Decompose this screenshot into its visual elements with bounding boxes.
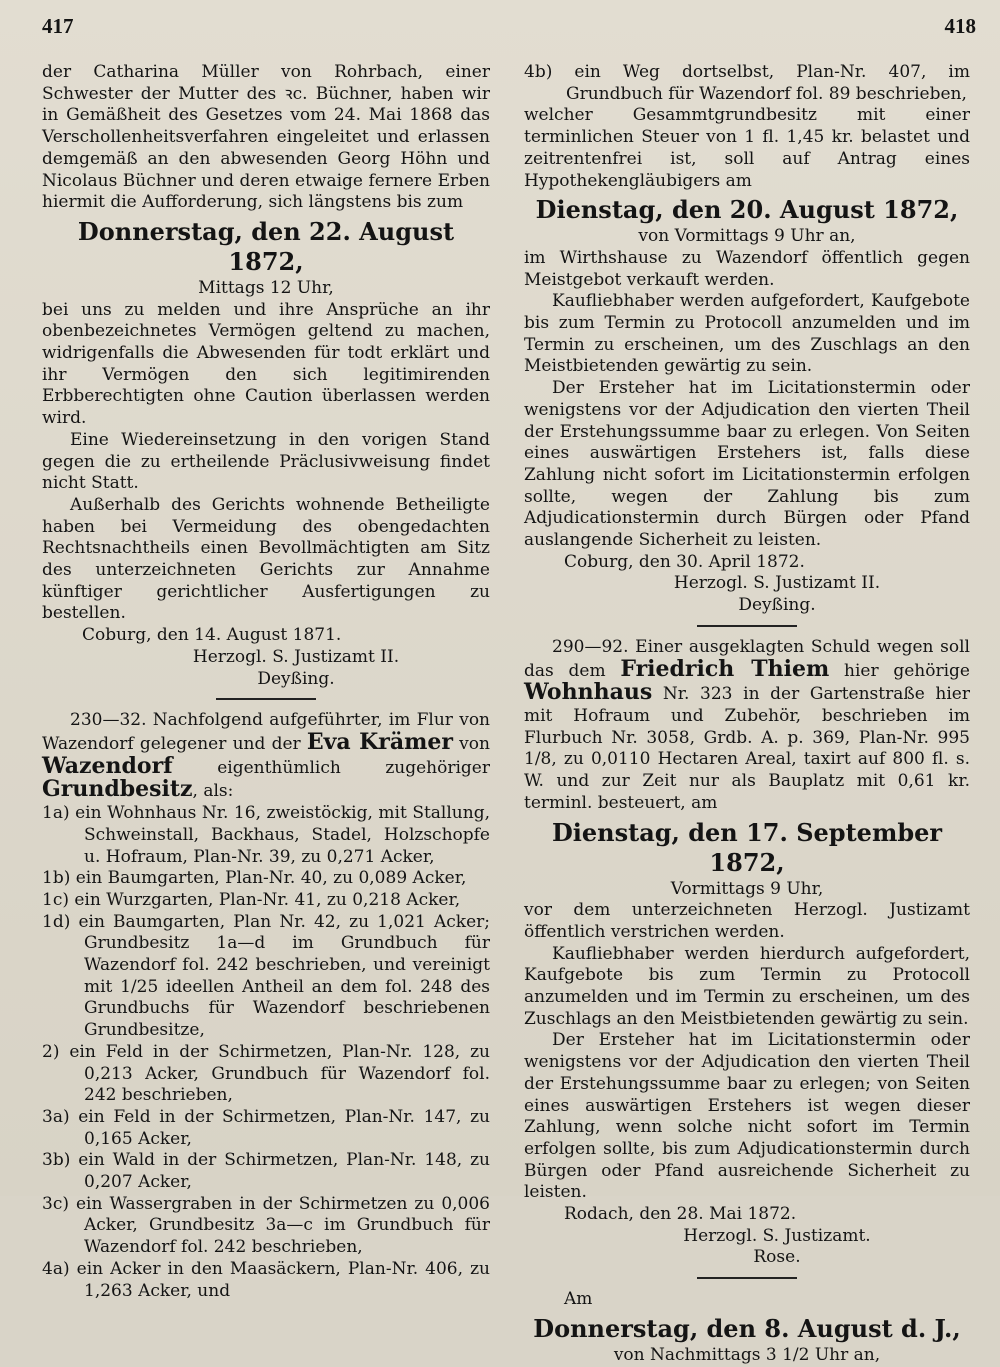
property-item: 1d) ein Baumgarten, Plan Nr. 42, zu 1,021 Acker; Grundbesitz 1a—d im Grundbuch für Wazendorf fol. 242 beschrieben, und vereinigt mit 1/25 ideellen Antheil an dem fol. 248 des Grundbuchs für Wazendorf beschriebenen Grundbesitze,: [42, 911, 490, 1041]
intro-text: 290—92. Einer ausgeklagten Schuld wegen soll das dem: [524, 636, 970, 681]
notice-signature: Deyßing.: [257, 668, 335, 689]
property-term: Wohnhaus: [524, 679, 653, 706]
divider: [697, 1277, 797, 1279]
page-number-left: 417: [42, 14, 74, 38]
right-column: [524, 62, 970, 1367]
notice-date: Dienstag, den 20. August 1872,: [535, 195, 959, 225]
property-item: 3b) ein Wald in der Schirmetzen, Plan-Nr. 148, zu 0,207 Acker,: [42, 1150, 490, 1193]
property-list: [42, 803, 490, 1302]
property-item: 4a) ein Acker in den Maasäckern, Plan-Nr. 406, zu 1,263 Acker, und: [42, 1258, 490, 1301]
property-item: 3c) ein Wassergraben in der Schirmetzen zu 0,006 Acker, Grundbesitz 3a—c im Grundbuch für Wazendorf fol. 242 beschrieben,: [42, 1193, 490, 1258]
notice-time: Mittags 12 Uhr,: [198, 277, 334, 298]
notice-signature: Deyßing.: [738, 595, 816, 616]
notice-text: Kaufliebhaber werden hierdurch aufgefordert, Kaufgebote bis zum Termin zu Protocoll anzumelden und im Termin zu erscheinen, um des Zuschlags an den Meistbietenden gewärtig zu sein.: [524, 943, 970, 1029]
notice-text: Eine Wiedereinsetzung in den vorigen Stand gegen die zu ertheilende Präclusivweisung findet nicht Statt.: [42, 429, 490, 494]
notice-intro: [42, 710, 490, 803]
place-name: Wazendorf: [42, 752, 173, 779]
notice-text: Außerhalb des Gerichts wohnende Betheiligte haben bei Vermeidung des obengedachten Rechtsnachtheils einen Bevollmächtigten am Sitz des unterzeichneten Gerichts zur Annahme künftiger gerichtlicher Ausfertigungen zu bestellen.: [42, 494, 490, 624]
intro-text: hier gehörige: [829, 660, 970, 681]
notice-court: Herzogl. S. Justizamt.: [683, 1225, 871, 1246]
notice-am: Am: [564, 1289, 593, 1310]
intro-text: , als:: [192, 781, 234, 802]
property-item: 1a) ein Wohnhaus Nr. 16, zweistöckig, mit Stallung, Schweinstall, Backhaus, Stadel, Holzschopfe u. Hofraum, Plan-Nr. 39, zu 0,271 Acker,: [42, 803, 490, 867]
intro-text: von: [452, 733, 490, 754]
owner-name: Eva Krämer: [306, 728, 453, 755]
property-term: Grundbesitz: [42, 776, 193, 803]
notice-place-date: Coburg, den 14. August 1871.: [82, 625, 342, 646]
notice-signature: Rose.: [753, 1247, 801, 1268]
notice-court: Herzogl. S. Justizamt II.: [192, 646, 400, 667]
property-item: 1b) ein Baumgarten, Plan-Nr. 40, zu 0,089 Acker,: [42, 868, 467, 889]
notice-text: Der Ersteher hat im Licitationstermin oder wenigstens vor der Adjudication den vierten Theil der Erstehungssumme baar zu erlegen. Von Seiten eines auswärtigen Erstehers ist, falls diese Zahlung nicht sofort im Licitationstermin erfolgen sollte, wegen der Zahlung bis zum Adjudicationstermin durch Bürgen oder Pfand auslangende Sicherheit zu leisten.: [524, 378, 970, 551]
notice-date: Donnerstag, den 8. August d. J.,: [533, 1313, 961, 1343]
left-column: [42, 62, 490, 1302]
notice-text: welcher Gesammtgrundbesitz mit einer terminlichen Steuer von 1 fl. 1,45 kr. belastet und zeitrentenfrei ist, soll auf Antrag eines Hypothekengläubigers am: [524, 105, 970, 191]
property-item: 1c) ein Wurzgarten, Plan-Nr. 41, zu 0,218 Acker,: [42, 889, 461, 910]
page-number-right: 418: [944, 14, 976, 38]
intro-text: 230—32. Nachfolgend aufgeführter, im Flur von Wazendorf gelegener und der: [42, 710, 490, 754]
notice-intro: [524, 637, 970, 815]
notice-text: vor dem unterzeichneten Herzogl. Justizamt öffentlich verstrichen werden.: [524, 900, 970, 942]
property-item: 4b) ein Weg dortselbst, Plan-Nr. 407, im Grundbuch für Wazendorf fol. 89 beschrieben,: [524, 62, 970, 104]
notice-place-date: Rodach, den 28. Mai 1872.: [564, 1204, 797, 1225]
intro-text: Nr. 323 in der Gartenstraße hier mit Hofraum und Zubehör, beschrieben im Flurbuch Nr. 3058, Grdb. A. p. 369, Plan-Nr. 995 1/8, zu 0,0110 Hectaren Areal, taxirt auf 800 fl. s. W. und zur Zeit nur als Bauplatz mit 0,61 kr. terminl. besteuert, am: [524, 684, 970, 813]
notice-time: von Vormittags 9 Uhr an,: [638, 226, 856, 247]
notice-date: Donnerstag, den 22. August 1872,: [77, 216, 455, 276]
notice-text: Kaufliebhaber werden aufgefordert, Kaufgebote bis zum Termin zu Protocoll anzumelden und im Termin zu erscheinen, um des Zuschlags an den Meistbietenden gewärtig zu sein.: [524, 291, 970, 377]
divider: [216, 698, 316, 700]
property-item: 3a) ein Feld in der Schirmetzen, Plan-Nr. 147, zu 0,165 Acker,: [42, 1106, 490, 1149]
notice-text: Der Ersteher hat im Licitationstermin oder wenigstens vor der Adjudication den vierten Theil der Erstehungssumme baar zu erlegen; von Seiten eines auswärtigen Erstehers ist wegen dieser Zahlung, wenn solche nicht sofort im Termin erfolgen sollte, bis zum Adjudicationstermin durch Bürgen oder Pfand ausreichende Sicherheit zu leisten.: [524, 1030, 970, 1203]
notice-text: der Catharina Müller von Rohrbach, einer Schwester der Mutter des ꝛc. Büchner, haben wir in Gemäßheit des Gesetzes vom 24. Mai 1868 das Verschollenheitsverfahren eingeleitet und erlassen demgemäß an den abwesenden Georg Höhn und Nicolaus Büchner und deren etwaige fernere Erben hiermit die Aufforderung, sich längstens bis zum: [42, 62, 490, 213]
notice-text: im Wirthshause zu Wazendorf öffentlich gegen Meistgebot verkauft werden.: [524, 247, 970, 290]
owner-name: Friedrich Thiem: [620, 655, 830, 682]
notice-place-date: Coburg, den 30. April 1872.: [564, 551, 805, 572]
divider: [697, 625, 797, 627]
notice-text: bei uns zu melden und ihre Ansprüche an ihr obenbezeichnetes Vermögen geltend zu machen, widrigenfalls die Abwesenden für todt erklärt und ihr Vermögen den sich legitimirenden Erbberechtigten ohne Caution überlassen werden wird.: [42, 299, 490, 429]
property-item: 2) ein Feld in der Schirmetzen, Plan-Nr. 128, zu 0,213 Acker, Grundbuch für Wazendorf fol. 242 beschrieben,: [42, 1041, 490, 1106]
intro-text: eigenthümlich zugehöriger: [172, 757, 490, 778]
notice-time: von Nachmittags 3 1/2 Uhr an,: [613, 1344, 881, 1365]
notice-time: Vormittags 9 Uhr,: [670, 878, 824, 899]
notice-date: Dienstag, den 17. September 1872,: [551, 817, 943, 877]
notice-court: Herzogl. S. Justizamt II.: [673, 573, 881, 594]
